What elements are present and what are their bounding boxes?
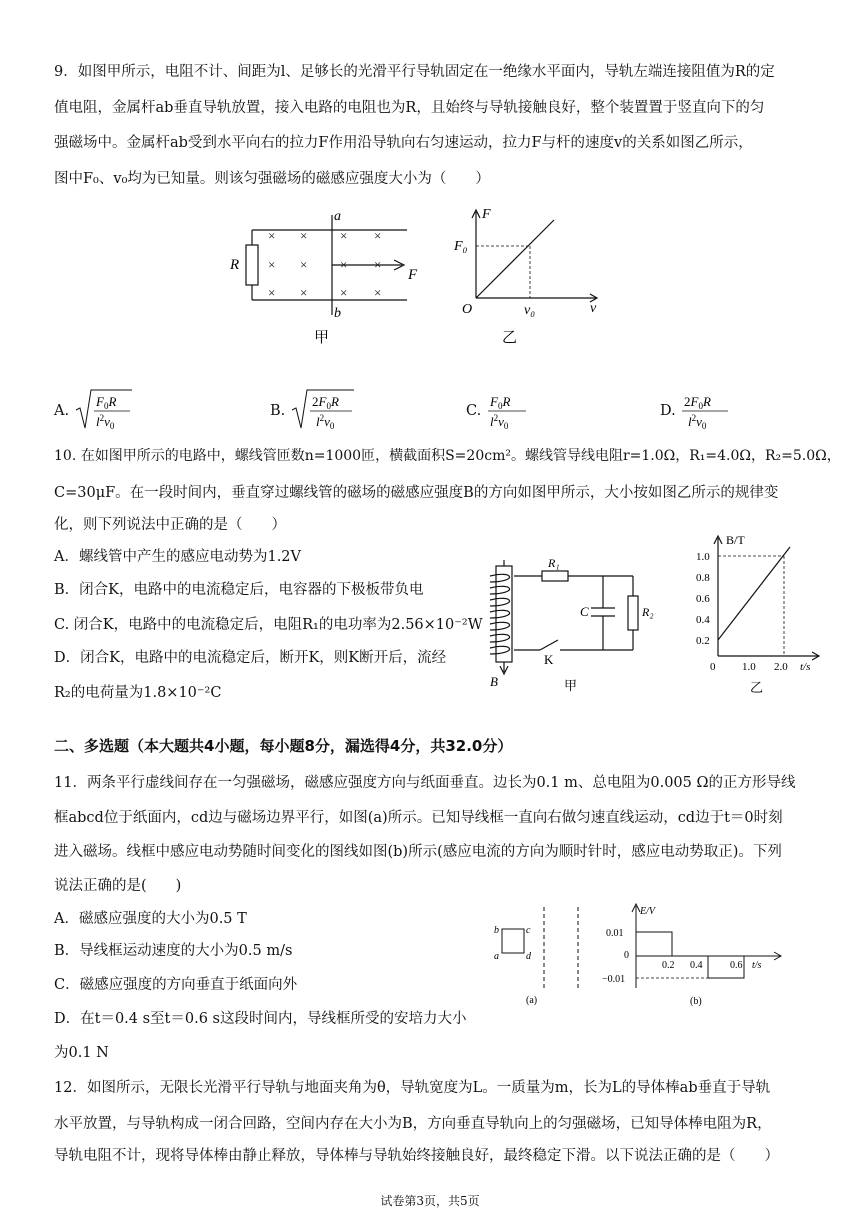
caption-yi-10: 乙 bbox=[750, 680, 764, 695]
label-R2: R₂ bbox=[642, 605, 654, 619]
q11-figure-b bbox=[600, 900, 790, 1015]
svg-text:×: × bbox=[300, 257, 308, 272]
ytick: 0.8 bbox=[696, 572, 710, 584]
q11-ylabel: E/V bbox=[640, 906, 655, 917]
svg-text:l2v0: $l^2v_0$ bbox=[315, 413, 335, 431]
caption-yi: 乙 bbox=[502, 330, 518, 346]
formula-a bbox=[74, 388, 132, 434]
svg-text:×: × bbox=[374, 257, 382, 272]
q10-option-b[interactable]: B．闭合K，电路中的电流稳定后，电容器的下极板带负电 bbox=[54, 582, 424, 598]
xtick: 1.0 bbox=[742, 661, 756, 673]
q11-line1: 11．两条平行虚线间存在一匀强磁场，磁感应强度方向与纸面垂直。边长为0.1 m、总电阻为0.005 Ω的正方形导线 bbox=[54, 775, 796, 791]
q10-graph-yi bbox=[688, 530, 828, 695]
svg-text:l2v0: $l^2v_0$ bbox=[95, 413, 115, 431]
xtick: 0.2 bbox=[662, 960, 675, 971]
label-R1: R₁ bbox=[548, 556, 560, 570]
q9-option-c[interactable]: C. $F_0R$ $l^2v_0$ bbox=[466, 388, 530, 434]
q9-figure-jia bbox=[222, 205, 432, 350]
xtick: 0 bbox=[710, 661, 716, 673]
label-R: R bbox=[230, 257, 240, 273]
label-d-11: d bbox=[526, 951, 531, 962]
label-c-11: c bbox=[526, 925, 531, 936]
q10-option-d-cont: R₂的电荷量为1.8×10⁻²C bbox=[54, 685, 222, 701]
q10-xlabel: t/s bbox=[800, 661, 811, 673]
q12-line2: 水平放置，与导轨构成一闭合回路，空间内存在大小为B，方向垂直导轨向上的匀强磁场，已知导体棒电阻为R， bbox=[54, 1116, 772, 1132]
q12-line1: 12．如图所示，无限长光滑平行导轨与地面夹角为θ，导轨宽度为L。一质量为m，长为L的导体棒ab垂直于导轨 bbox=[54, 1080, 771, 1096]
label-b-11: b bbox=[494, 925, 499, 936]
q10-ylabel: B/T bbox=[726, 533, 745, 547]
formula-b bbox=[290, 388, 354, 434]
svg-text:×: × bbox=[374, 285, 382, 300]
svg-text:2F0R: $2F_0R$ bbox=[311, 394, 339, 411]
svg-text:×: × bbox=[300, 285, 308, 300]
q9-option-a[interactable]: A. $F_0R$ $l^2v_0$ bbox=[54, 388, 132, 434]
q9-option-b[interactable]: B. $2F_0R$ $l^2v_0$ bbox=[270, 388, 354, 434]
label-F0: F₀ bbox=[454, 239, 468, 254]
q11-option-c[interactable]: C．磁感应强度的方向垂直于纸面向外 bbox=[54, 977, 298, 993]
q11-line3: 进入磁场。线框中感应电动势随时间变化的图线如图(b)所示(感应电流的方向为顺时针时，感应电动势取正)。下列 bbox=[54, 844, 782, 860]
label-v0: v₀ bbox=[524, 303, 536, 318]
label-O: O bbox=[462, 302, 473, 317]
formula-d bbox=[680, 388, 732, 434]
label-a-11: a bbox=[494, 951, 499, 962]
label-F: F bbox=[408, 267, 418, 283]
ytick: 0.6 bbox=[696, 593, 710, 605]
svg-text:×: × bbox=[300, 228, 308, 243]
label-a: a bbox=[334, 209, 341, 224]
q9-figure-yi bbox=[450, 200, 610, 350]
q9-line2: 值电阻，金属杆ab垂直导轨放置，接入电路的电阻也为R，且始终与导轨接触良好，整个装置置于竖直向下的匀 bbox=[54, 100, 765, 116]
caption-a: (a) bbox=[526, 995, 538, 1006]
q9-option-d[interactable]: D. $2F_0R$ $l^2v_0$ bbox=[660, 388, 732, 434]
svg-text:l2v0: $l^2v_0$ bbox=[489, 413, 509, 431]
label-F-axis: F bbox=[482, 207, 491, 222]
q9-line1: 9．如图甲所示，电阻不计、间距为l、足够长的光滑平行导轨固定在一绝缘水平面内，导轨左端连接阻值为R的定 bbox=[54, 64, 775, 80]
svg-text:×: × bbox=[340, 285, 348, 300]
q11-xlabel: t/s bbox=[752, 960, 762, 971]
svg-text:×: × bbox=[374, 228, 382, 243]
q11-line2: 框abcd位于纸面内，cd边与磁场边界平行，如图(a)所示。已知导线框一直向右做匀速直线运动，cd边于t＝0时刻 bbox=[54, 810, 783, 826]
label-C: C bbox=[580, 604, 589, 619]
formula-c bbox=[486, 388, 530, 434]
svg-text:×: × bbox=[340, 257, 348, 272]
svg-text:F0R: $F_0R$ bbox=[489, 394, 511, 411]
ytick-neg: −0.01 bbox=[602, 974, 626, 985]
label-B: B bbox=[490, 674, 498, 689]
svg-text:×: × bbox=[268, 257, 276, 272]
q11-line4: 说法正确的是( ) bbox=[54, 878, 182, 894]
svg-text:F0R: $F_0R$ bbox=[95, 394, 117, 411]
q10-option-c[interactable]: C. 闭合K，电路中的电流稳定后，电阻R₁的电功率为2.56×10⁻²W bbox=[54, 617, 483, 633]
page-footer: 试卷第3页，共5页 bbox=[380, 1194, 480, 1208]
xtick: 2.0 bbox=[774, 661, 788, 673]
q10-line3: 化，则下列说法中正确的是（ ） bbox=[54, 517, 286, 533]
q10-option-a[interactable]: A．螺线管中产生的感应电动势为1.2V bbox=[54, 549, 302, 565]
svg-text:×: × bbox=[340, 228, 348, 243]
label-v: v bbox=[590, 301, 597, 316]
caption-jia-10: 甲 bbox=[564, 678, 578, 693]
svg-text:2F0R: $2F_0R$ bbox=[684, 394, 712, 411]
xtick: 0.4 bbox=[690, 960, 703, 971]
q9-line3: 强磁场中。金属杆ab受到水平向右的拉力F作用沿导轨向右匀速运动，拉力F与杆的速度v的关系如图乙所示， bbox=[54, 135, 753, 151]
svg-text:×: × bbox=[268, 228, 276, 243]
ytick-zero: 0 bbox=[624, 950, 629, 961]
section-title: 二、多选题（本大题共4小题，每小题8分，漏选得4分，共32.0分） bbox=[54, 737, 513, 755]
svg-text:l2v0: $l^2v_0$ bbox=[688, 413, 707, 431]
q10-line2: C=30μF。在一段时间内，垂直穿过螺线管的磁场的磁感应强度B的方向如图甲所示，大小按如图乙所示的规律变 bbox=[54, 485, 779, 501]
ytick: 1.0 bbox=[696, 551, 710, 563]
q12-line3: 导轨电阻不计，现将导体棒由静止释放，导体棒与导轨始终接触良好，最终稳定下滑。以下说法正确的是（ ） bbox=[54, 1148, 779, 1164]
q10-option-d[interactable]: D．闭合K，电路中的电流稳定后，断开K，则K断开后，流经 bbox=[54, 650, 447, 666]
ytick: 0.4 bbox=[696, 614, 710, 626]
q11-option-a[interactable]: A．磁感应强度的大小为0.5 T bbox=[54, 911, 247, 927]
caption-jia: 甲 bbox=[314, 330, 330, 346]
q11-option-d[interactable]: D．在t＝0.4 s至t＝0.6 s这段时间内，导线框所受的安培力大小 bbox=[54, 1011, 467, 1027]
ytick-pos: 0.01 bbox=[606, 928, 624, 939]
xtick: 0.6 bbox=[730, 960, 743, 971]
label-K: K bbox=[544, 652, 554, 667]
q11-option-b[interactable]: B．导线框运动速度的大小为0.5 m/s bbox=[54, 943, 293, 959]
caption-b: (b) bbox=[690, 996, 702, 1007]
q9-line4: 图中F₀、v₀均为已知量。则该匀强磁场的磁感应强度大小为（ ） bbox=[54, 171, 490, 187]
ytick: 0.2 bbox=[696, 635, 710, 647]
q11-figure-a bbox=[486, 905, 596, 1015]
svg-text:×: × bbox=[268, 285, 276, 300]
q10-line1: 10. 在如图甲所示的电路中，螺线管匝数n=1000匝，横截面积S=20cm²。螺线管导线电阻r=1.0Ω，R₁=4.0Ω，R₂=5.0Ω， bbox=[54, 448, 841, 464]
q11-option-d-cont: 为0.1 N bbox=[54, 1045, 109, 1061]
label-b: b bbox=[334, 306, 341, 321]
q10-circuit-jia bbox=[478, 548, 668, 698]
